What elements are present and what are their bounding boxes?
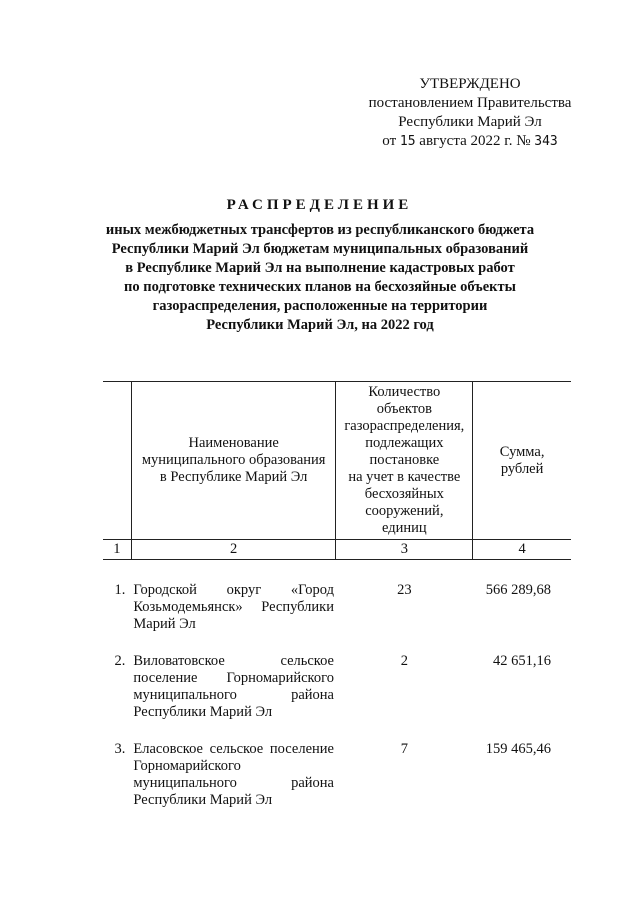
row-name: Еласовское сельское поселение Горномарийского муниципального района Республики Марий Эл bbox=[133, 741, 334, 808]
approval-block bbox=[340, 75, 600, 151]
subtitle-line: Республики Марий Эл бюджетам муниципальных образований bbox=[111, 241, 529, 257]
approval-title: УТВЕРЖДЕНО bbox=[419, 76, 521, 92]
column-number: 4 bbox=[473, 540, 571, 560]
date-prefix: от bbox=[382, 133, 397, 149]
date-rest: августа 2022 г. № bbox=[419, 133, 531, 149]
table-row bbox=[103, 653, 571, 721]
header-cell-number bbox=[103, 382, 131, 540]
subtitle-line: по подготовке технических планов на бесхозяйные объекты bbox=[124, 279, 516, 295]
approval-line-republic: Республики Марий Эл bbox=[398, 114, 542, 130]
column-number: 2 bbox=[131, 540, 336, 560]
approval-date-line bbox=[340, 132, 600, 151]
subtitle-line: иных межбюджетных трансфертов из республиканского бюджета bbox=[105, 222, 535, 238]
row-number: 3. bbox=[114, 741, 126, 757]
column-numbers-row bbox=[103, 540, 571, 560]
row-count: 2 bbox=[400, 653, 408, 669]
row-sum: 566 289,68 bbox=[485, 582, 551, 598]
row-name: Городской округ «Город Козьмодемьянск» Республики Марий Эл bbox=[133, 582, 334, 632]
column-number: 3 bbox=[336, 540, 473, 560]
subtitle-line: газораспределения, расположенные на территории bbox=[152, 298, 488, 314]
table-row bbox=[103, 741, 571, 809]
row-number: 1. bbox=[114, 582, 126, 598]
row-count: 23 bbox=[397, 582, 412, 598]
row-sum: 159 465,46 bbox=[485, 741, 551, 757]
row-name: Виловатовское сельское поселение Горномарийского муниципального района Республики Марий Эл bbox=[133, 653, 334, 720]
document-number: 343 bbox=[534, 134, 558, 149]
row-count: 7 bbox=[400, 741, 408, 757]
header-cell-name: Наименование муниципального образования в Республике Марий Эл bbox=[131, 382, 336, 540]
column-number: 1 bbox=[103, 540, 131, 560]
row-sum: 42 651,16 bbox=[493, 653, 551, 669]
approval-line-decree: постановлением Правительства bbox=[368, 95, 572, 111]
header-row bbox=[103, 382, 571, 540]
subtitle-line: Республики Марий Эл, на 2022 год bbox=[206, 317, 434, 333]
document-title: РАСПРЕДЕЛЕНИЕ bbox=[226, 197, 413, 213]
table-row bbox=[103, 582, 571, 633]
date-day: 15 bbox=[399, 134, 416, 149]
subtitle-line: в Республике Марий Эл на выполнение кадастровых работ bbox=[125, 260, 515, 276]
header-cell-sum: Сумма, рублей bbox=[473, 382, 571, 540]
document-subtitle bbox=[90, 221, 550, 335]
distribution-table bbox=[103, 381, 571, 809]
row-number: 2. bbox=[114, 653, 126, 669]
header-cell-count: Количество объектов газораспределения, подлежащих постановке на учет в качестве бесхозяйных сооружений, единиц bbox=[336, 382, 473, 540]
